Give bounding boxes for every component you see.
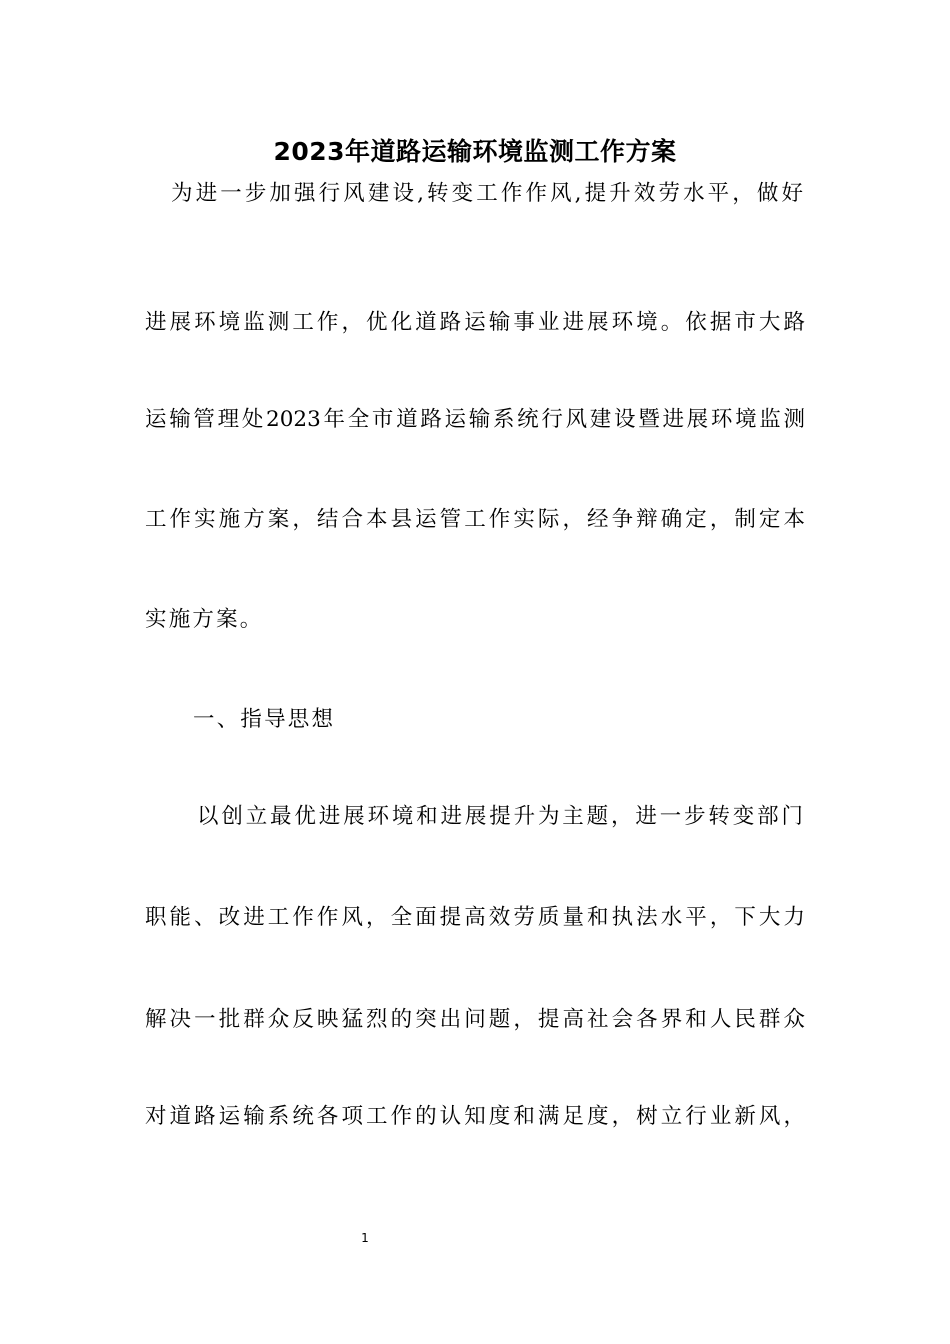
paragraph-line: 进展环境监测工作，优化道路运输事业进展环境。依据市大路 <box>145 310 805 335</box>
paragraph-line: 职能、改进工作作风，全面提高效劳质量和执法水平，下大力 <box>145 905 805 930</box>
paragraph-line: 工作实施方案，结合本县运管工作实际，经争辩确定，制定本 <box>145 507 805 532</box>
paragraph-line: 以创立最优进展环境和进展提升为主题，进一步转变部门 <box>197 804 803 829</box>
paragraph-line: 对道路运输系统各项工作的认知度和满足度，树立行业新风， <box>145 1104 805 1129</box>
paragraph-line: 运输管理处2023年全市道路运输系统行风建设暨进展环境监测 <box>145 407 805 432</box>
paragraph-line: 实施方案。 <box>145 607 264 632</box>
paragraph-line: 解决一批群众反映猛烈的突出问题，提高社会各界和人民群众 <box>145 1007 805 1032</box>
page-number: 1 <box>361 1231 369 1245</box>
paragraph-line: 为进一步加强行风建设,转变工作作风,提升效劳水平，做好 <box>171 181 803 206</box>
section-heading: 一、指导思想 <box>193 707 336 732</box>
document-title: 2023年道路运输环境监测工作方案 <box>273 137 677 166</box>
